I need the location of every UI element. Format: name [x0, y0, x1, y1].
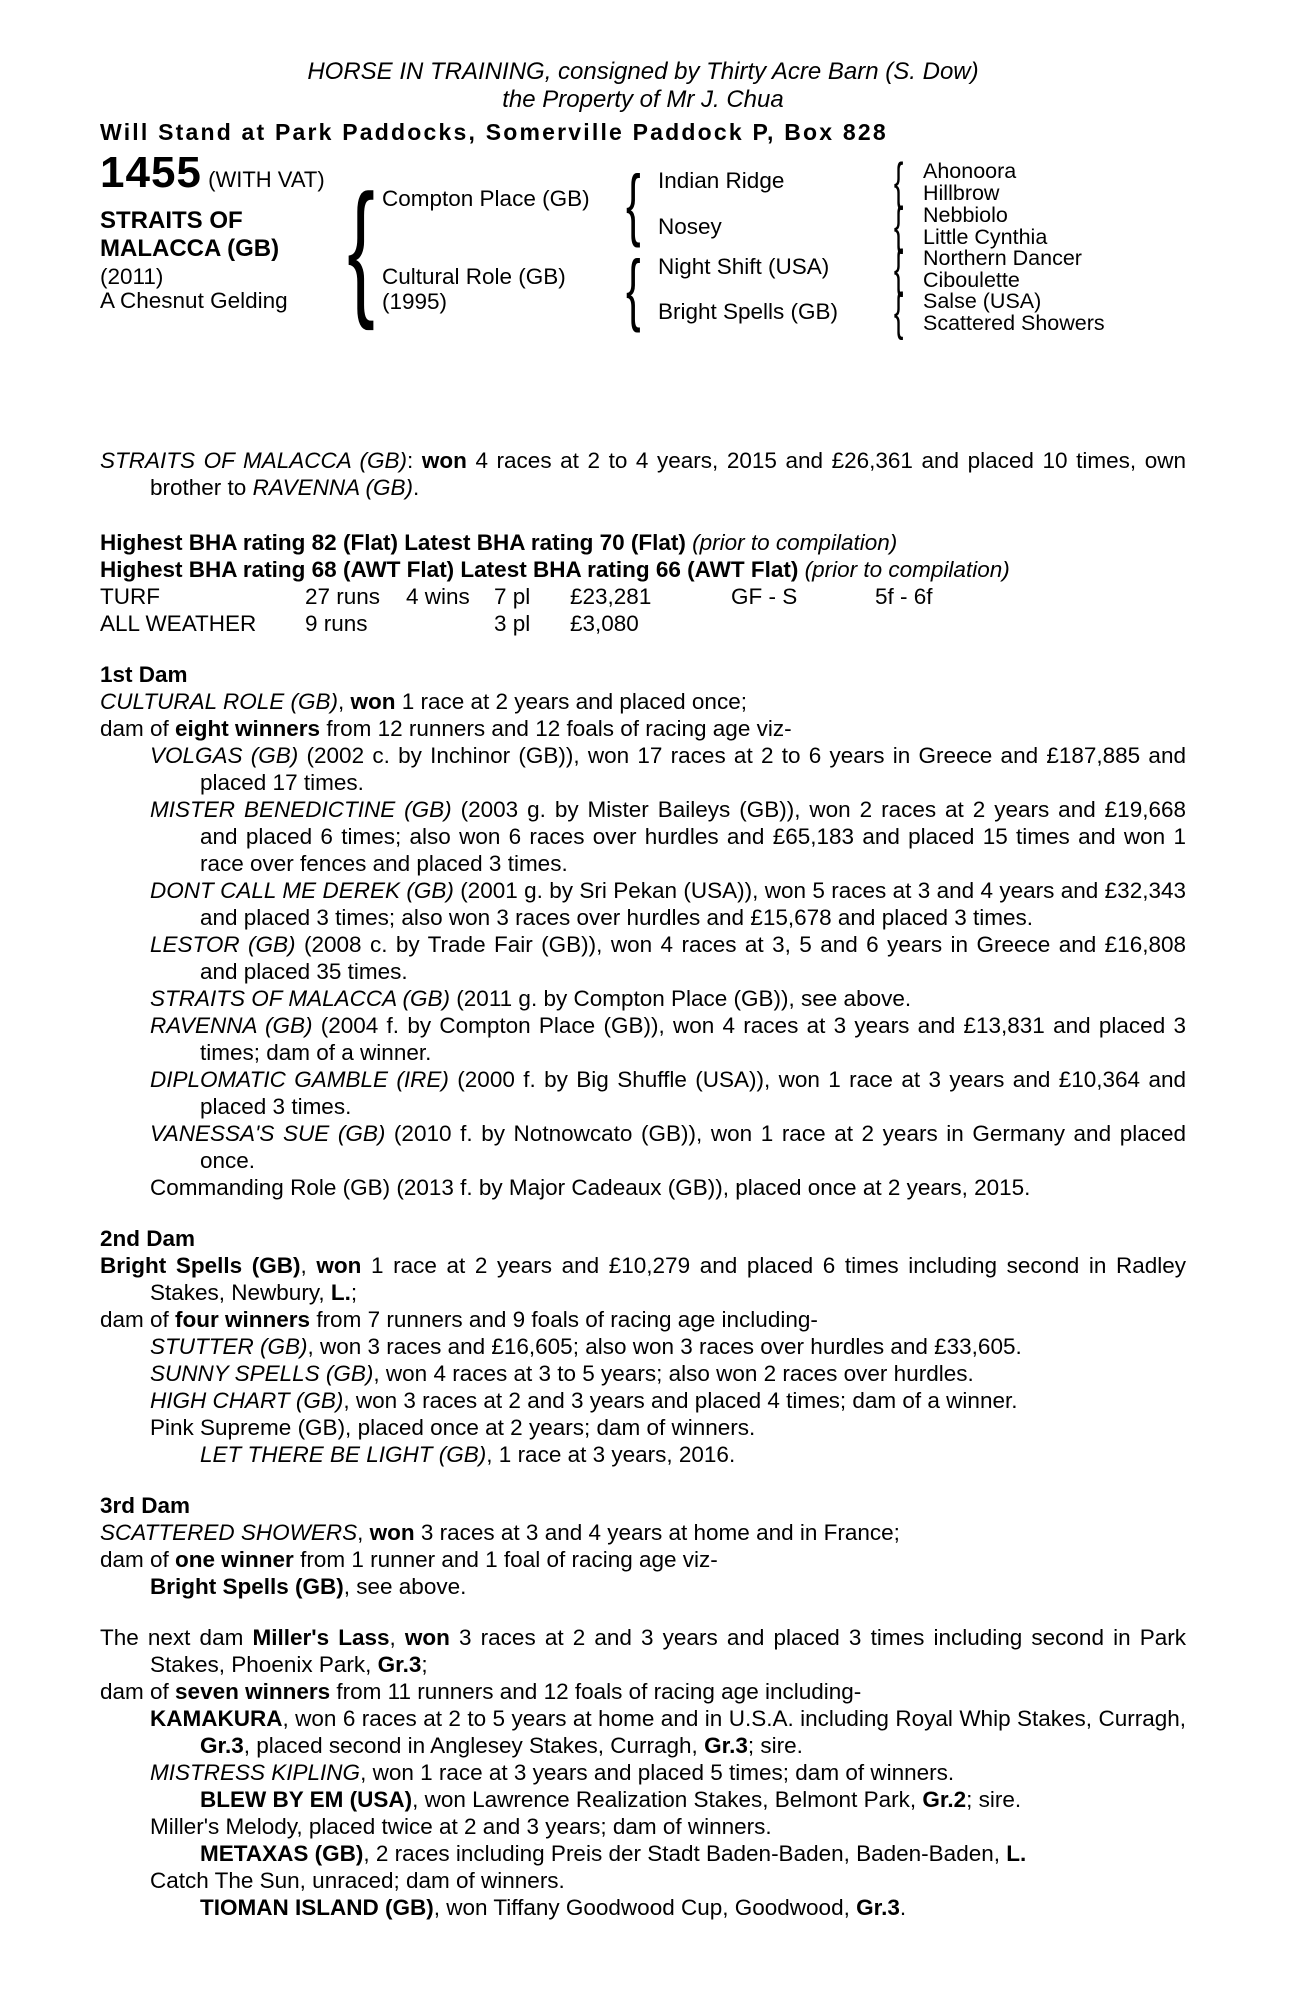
text-segment: (prior to compilation)	[804, 557, 1010, 582]
text-segment: L.	[330, 1280, 351, 1305]
text-segment: dam of	[100, 1307, 176, 1332]
text-segment: Gr.3	[200, 1733, 244, 1758]
dam-sire-name: Night Shift (USA)	[658, 254, 830, 279]
section-heading: 2nd Dam	[100, 1226, 196, 1251]
stats-cell: 5f - 6f	[875, 584, 933, 609]
sire-dam-name: Nosey	[658, 214, 722, 239]
catalogue-paragraph	[100, 1624, 1186, 1678]
text-segment: Highest BHA rating 82 (Flat) Latest BHA rating 70 (Flat)	[100, 530, 686, 555]
text-segment: dam of	[100, 716, 176, 741]
stand-location-line: Will Stand at Park Paddocks, Somerville Paddock P, Box 828	[100, 119, 888, 145]
text-segment: CULTURAL ROLE (GB)	[100, 689, 338, 714]
text-segment: from 1 runner and 1 foal of racing age viz-	[293, 1547, 718, 1572]
text-segment: four winners	[175, 1307, 311, 1332]
text-segment: (2004 f. by Compton Place (GB)), won 4 races at 3 years and £13,831 and placed 3 times; dam of a winner.	[200, 1013, 1186, 1065]
catalogue-paragraph	[100, 1678, 1186, 1705]
catalogue-paragraph	[100, 1306, 1186, 1333]
dam-year: (1995)	[382, 289, 448, 314]
catalogue-paragraph	[100, 1546, 1186, 1573]
text-segment: , 1 race at 3 years, 2016.	[486, 1442, 736, 1467]
text-segment: STRAITS OF MALACCA (GB)	[150, 986, 451, 1011]
catalogue-paragraph	[100, 1387, 1186, 1414]
vat-note: (WITH VAT)	[208, 167, 325, 192]
ancestor-name: Scattered Showers	[923, 311, 1105, 335]
text-segment: won	[350, 689, 396, 714]
section-heading: 3rd Dam	[100, 1493, 191, 1518]
stats-cell: 27 runs	[305, 584, 381, 609]
text-segment: DIPLOMATIC GAMBLE (IRE)	[150, 1067, 449, 1092]
text-segment: .	[413, 475, 420, 500]
text-segment: (2000 f. by Big Shuffle (USA)), won 1 race at 3 years and £10,364 and placed 3 times.	[200, 1067, 1186, 1119]
text-segment: HIGH CHART (GB)	[150, 1388, 344, 1413]
text-segment: won	[316, 1253, 362, 1278]
lot-block	[100, 147, 1186, 447]
bha-ratings	[100, 529, 1186, 583]
lot-number: 1455	[100, 148, 202, 197]
text-segment: L.	[1006, 1841, 1027, 1866]
catalogue-paragraph	[100, 1894, 1186, 1921]
text-segment: 4 races at 2 to 4 years, 2015 and £26,361 and placed 10 times, own brother to	[150, 448, 1186, 500]
ancestor-name: Northern Dancer	[923, 246, 1082, 270]
text-segment: RAVENNA (GB)	[252, 475, 414, 500]
dam-section	[100, 1492, 1186, 1600]
text-segment: Highest BHA rating 68 (AWT Flat) Latest BHA rating 66 (AWT Flat)	[100, 557, 799, 582]
stats-table	[100, 583, 1186, 637]
text-segment: won	[421, 448, 467, 473]
ancestor-name: Hillbrow	[923, 181, 1000, 205]
dam-section	[100, 1624, 1186, 1921]
section-heading: 1st Dam	[100, 662, 188, 687]
catalogue-paragraph	[100, 1333, 1186, 1360]
catalogue-paragraph	[100, 796, 1186, 877]
text-segment: VOLGAS (GB)	[150, 743, 299, 768]
stats-cell: 7 pl	[494, 584, 531, 609]
bha-rating-flat	[100, 529, 1186, 556]
text-segment: DONT CALL ME DEREK (GB)	[150, 878, 454, 903]
text-segment: , won 4 races at 3 to 5 years; also won 2 races over hurdles.	[373, 1361, 974, 1386]
text-segment: , won Lawrence Realization Stakes, Belmont Park,	[412, 1787, 923, 1812]
text-segment: , placed second in Anglesey Stakes, Curragh,	[243, 1733, 705, 1758]
catalogue-paragraph	[100, 1414, 1186, 1441]
horse-name: STRAITS OF MALACCA (GB)	[100, 207, 280, 262]
text-segment: STUTTER (GB)	[150, 1334, 308, 1359]
text-segment: from 11 runners and 12 foals of racing age including-	[330, 1679, 862, 1704]
text-segment: from 12 runners and 12 foals of racing age viz-	[320, 716, 792, 741]
text-segment: KAMAKURA	[150, 1706, 283, 1731]
stats-cell: TURF	[100, 584, 160, 609]
catalogue-paragraph	[100, 1519, 1186, 1546]
text-segment: , won Tiffany Goodwood Cup, Goodwood,	[433, 1895, 857, 1920]
dam-section	[100, 1225, 1186, 1468]
text-segment: eight winners	[175, 716, 321, 741]
text-segment: Gr.2	[922, 1787, 967, 1812]
stats-cell: 9 runs	[305, 611, 368, 636]
text-segment: 1 race at 2 years and placed once;	[395, 689, 747, 714]
catalogue-paragraph	[100, 1252, 1186, 1306]
text-segment: TIOMAN ISLAND (GB)	[200, 1895, 434, 1920]
catalogue-paragraph	[100, 1120, 1186, 1174]
text-segment: (prior to compilation)	[692, 530, 898, 555]
dam-dam-name: Bright Spells (GB)	[658, 299, 839, 324]
text-segment: 1 race at 2 years and £10,279 and placed 6 times including second in Radley Stakes, Newbury,	[150, 1253, 1186, 1305]
race-record	[100, 447, 1186, 501]
catalogue-page	[100, 0, 1186, 1921]
catalogue-paragraph	[100, 1786, 1186, 1813]
ancestor-name: Ciboulette	[923, 268, 1020, 292]
text-segment: ;	[421, 1652, 428, 1677]
catalogue-paragraph	[100, 1759, 1186, 1786]
catalogue-paragraph	[100, 688, 1186, 715]
consignor-line: HORSE IN TRAINING, consigned by Thirty Acre Barn (S. Dow)	[307, 58, 979, 85]
catalogue-paragraph	[100, 985, 1186, 1012]
ancestor-name: Nebbiolo	[923, 203, 1008, 227]
catalogue-paragraph	[100, 1012, 1186, 1066]
text-segment: , won 3 races and £16,605; also won 3 races over hurdles and £33,605.	[307, 1334, 1022, 1359]
stats-row	[100, 610, 1186, 637]
stats-row	[100, 583, 1186, 610]
dam-sections	[100, 661, 1186, 1921]
text-segment: , see above.	[343, 1574, 467, 1599]
text-segment: dam of	[100, 1547, 176, 1572]
text-segment: from 7 runners and 9 foals of racing age including-	[310, 1307, 818, 1332]
text-segment: won	[369, 1520, 415, 1545]
text-segment: Bright Spells (GB)	[100, 1253, 301, 1278]
catalogue-paragraph	[100, 1813, 1186, 1840]
pedigree-brace	[626, 249, 641, 329]
lot-number-row	[100, 148, 325, 197]
text-segment: MISTRESS KIPLING	[150, 1760, 361, 1785]
text-segment: Commanding Role (GB) (2013 f. by Major Cadeaux (GB)), placed once at 2 years, 2015.	[150, 1175, 1031, 1200]
pedigree-brace	[347, 172, 375, 322]
text-segment: LESTOR (GB)	[150, 932, 296, 957]
catalogue-paragraph	[100, 1441, 1186, 1468]
text-segment: (2011 g. by Compton Place (GB)), see above.	[450, 986, 912, 1011]
stats-cell: GF - S	[731, 584, 798, 609]
catalogue-paragraph	[100, 1360, 1186, 1387]
catalogue-paragraph	[100, 1705, 1186, 1759]
dam-name: Cultural Role (GB)	[382, 264, 566, 289]
text-segment: Miller's Melody, placed twice at 2 and 3 years; dam of winners.	[150, 1814, 772, 1839]
dam-section	[100, 661, 1186, 1201]
catalogue-paragraph	[100, 742, 1186, 796]
text-segment: , won 6 races at 2 to 5 years at home and in U.S.A. including Royal Whip Stakes, Curragh,	[282, 1706, 1186, 1731]
catalogue-paragraph	[100, 715, 1186, 742]
text-segment: (2001 g. by Sri Pekan (USA)), won 5 races at 3 and 4 years and £32,343 and placed 3 times; also won 3 races over hurdles and £15,678 and placed 3 times.	[200, 878, 1186, 930]
text-segment: won	[404, 1625, 450, 1650]
text-segment: (2002 c. by Inchinor (GB)), won 17 races at 2 to 6 years in Greece and £187,885 and placed 17 times.	[200, 743, 1186, 795]
text-segment: ; sire.	[747, 1733, 803, 1758]
catalogue-paragraph	[100, 1573, 1186, 1600]
stats-cell: ALL WEATHER	[100, 611, 257, 636]
text-segment: ,	[337, 689, 351, 714]
text-segment: 3 races at 3 and 4 years at home and in France;	[414, 1520, 900, 1545]
stats-cell: 3 pl	[494, 611, 531, 636]
text-segment: The next dam	[100, 1625, 253, 1650]
text-segment: Pink Supreme (GB), placed once at 2 years; dam of winners.	[150, 1415, 756, 1440]
text-segment: MISTER BENEDICTINE (GB)	[150, 797, 452, 822]
horse-year: (2011)	[100, 264, 164, 289]
text-segment: (2008 c. by Trade Fair (GB)), won 4 races at 3, 5 and 6 years in Greece and £16,808 and placed 35 times.	[200, 932, 1186, 984]
property-line: the Property of Mr J. Chua	[502, 86, 784, 113]
text-segment: Gr.3	[704, 1733, 748, 1758]
text-segment: Miller's Lass	[252, 1625, 390, 1650]
text-segment: seven winners	[175, 1679, 331, 1704]
text-segment: ,	[357, 1520, 370, 1545]
sire-sire-name: Indian Ridge	[658, 168, 785, 193]
text-segment: SCATTERED SHOWERS	[100, 1520, 358, 1545]
text-segment: one winner	[175, 1547, 294, 1572]
catalogue-paragraph	[100, 931, 1186, 985]
stats-cell: £3,080	[570, 611, 639, 636]
text-segment: Bright Spells (GB)	[150, 1574, 344, 1599]
text-segment: LET THERE BE LIGHT (GB)	[200, 1442, 487, 1467]
text-segment: , won 3 races at 2 and 3 years and placed 4 times; dam of a winner.	[343, 1388, 1018, 1413]
horse-description: A Chesnut Gelding	[100, 288, 288, 313]
pedigree-brace	[894, 286, 904, 338]
text-segment: (2003 g. by Mister Baileys (GB)), won 2 races at 2 years and £19,668 and placed 6 times; also won 6 races over hurdles and £65,183 and placed 15 times and won 1 race over fences and placed 3 times.	[200, 797, 1186, 876]
text-segment: VANESSA'S SUE (GB)	[150, 1121, 386, 1146]
text-segment: ,	[389, 1625, 405, 1650]
text-segment: Catch The Sun, unraced; dam of winners.	[150, 1868, 565, 1893]
text-segment: .	[899, 1895, 907, 1920]
ancestor-name: Little Cynthia	[923, 225, 1048, 249]
catalogue-paragraph	[100, 1840, 1186, 1867]
catalogue-paragraph	[100, 1066, 1186, 1120]
catalogue-paragraph	[100, 877, 1186, 931]
text-segment: ; sire.	[966, 1787, 1022, 1812]
text-segment: :	[407, 448, 422, 473]
text-segment: Gr.3	[377, 1652, 422, 1677]
ancestor-name: Ahonoora	[923, 159, 1017, 183]
text-segment: dam of	[100, 1679, 176, 1704]
text-segment: 3 races at 2 and 3 years and placed 3 times including second in Park Stakes, Phoenix Park,	[150, 1625, 1186, 1677]
text-segment: RAVENNA (GB)	[150, 1013, 313, 1038]
text-segment: ,	[300, 1253, 317, 1278]
stats-cell: £23,281	[570, 584, 652, 609]
ancestor-name: Salse (USA)	[923, 289, 1042, 313]
text-segment: METAXAS (GB)	[200, 1841, 364, 1866]
text-segment: , won 1 race at 3 years and placed 5 times; dam of winners.	[360, 1760, 955, 1785]
catalogue-paragraph	[100, 1174, 1186, 1201]
pedigree-brace	[626, 164, 641, 244]
text-segment: , 2 races including Preis der Stadt Baden-Baden, Baden-Baden,	[363, 1841, 1007, 1866]
text-segment: ;	[350, 1280, 358, 1305]
stats-cell: 4 wins	[406, 584, 470, 609]
text-segment: STRAITS OF MALACCA (GB)	[100, 448, 408, 473]
text-segment: SUNNY SPELLS (GB)	[150, 1361, 374, 1386]
text-segment: Gr.3	[856, 1895, 900, 1920]
text-segment: BLEW BY EM (USA)	[200, 1787, 413, 1812]
catalogue-paragraph	[100, 1867, 1186, 1894]
text-segment: (2010 f. by Notnowcato (GB)), won 1 race at 2 years in Germany and placed once.	[200, 1121, 1186, 1173]
bha-rating-awt	[100, 556, 1186, 583]
sire-name: Compton Place (GB)	[382, 186, 590, 211]
